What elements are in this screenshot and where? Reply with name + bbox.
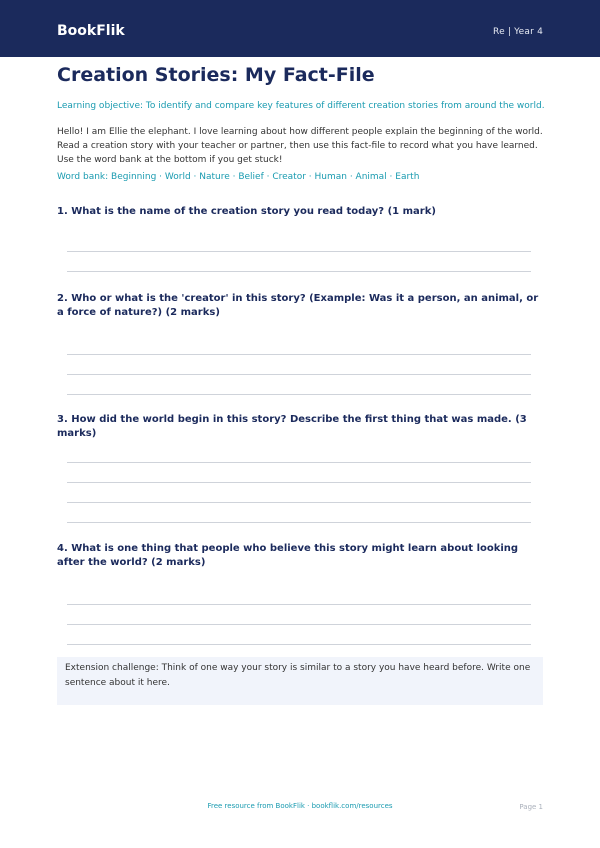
answer-line[interactable] — [67, 394, 531, 395]
page-title: Creation Stories: My Fact-File — [57, 64, 375, 86]
answer-line[interactable] — [67, 502, 531, 503]
answer-line[interactable] — [67, 482, 531, 483]
question-2: 2. Who or what is the 'creator' in this story? (Example: Was it a person, an animal, or a force of nature?) (2 marks) — [57, 293, 539, 318]
extension-prompt: Extension challenge: Think of one way your story is similar to a story you have heard before. Write one sentence about it here. — [65, 663, 531, 688]
answer-line[interactable] — [67, 251, 531, 252]
subject-year-label: Re | Year 4 — [493, 27, 543, 37]
footer-link[interactable]: Free resource from BookFlik · bookflik.com/resources — [207, 802, 393, 810]
answer-line[interactable] — [67, 644, 531, 645]
answer-line[interactable] — [67, 271, 531, 272]
brand-logo: BookFlik — [57, 23, 125, 39]
question-4: 4. What is one thing that people who believe this story might learn about looking after the world? (2 marks) — [57, 543, 519, 568]
answer-line[interactable] — [67, 624, 531, 625]
learning-objective: Learning objective: To identify and compare key features of different creation stories from around the world. — [57, 101, 545, 111]
answer-line[interactable] — [67, 374, 531, 375]
extension-box[interactable] — [57, 657, 543, 705]
answer-line[interactable] — [67, 522, 531, 523]
page-number: Page 1 — [519, 803, 543, 811]
answer-line[interactable] — [67, 462, 531, 463]
question-3: 3. How did the world begin in this story? Describe the first thing that was made. (3 marks) — [57, 414, 527, 439]
page-header — [0, 0, 600, 57]
word-bank: Word bank: Beginning · World · Nature · Belief · Creator · Human · Animal · Earth — [57, 172, 420, 182]
intro-paragraph: Hello! I am Ellie the elephant. I love learning about how different people explain the beginning of the world. Read a creation story with your teacher or partner, then use this fact-file to record what you have learned. Use the word bank at the bottom if you get stuck! — [57, 127, 543, 165]
answer-line[interactable] — [67, 604, 531, 605]
answer-line[interactable] — [67, 354, 531, 355]
question-1: 1. What is the name of the creation story you read today? (1 mark) — [57, 206, 436, 217]
